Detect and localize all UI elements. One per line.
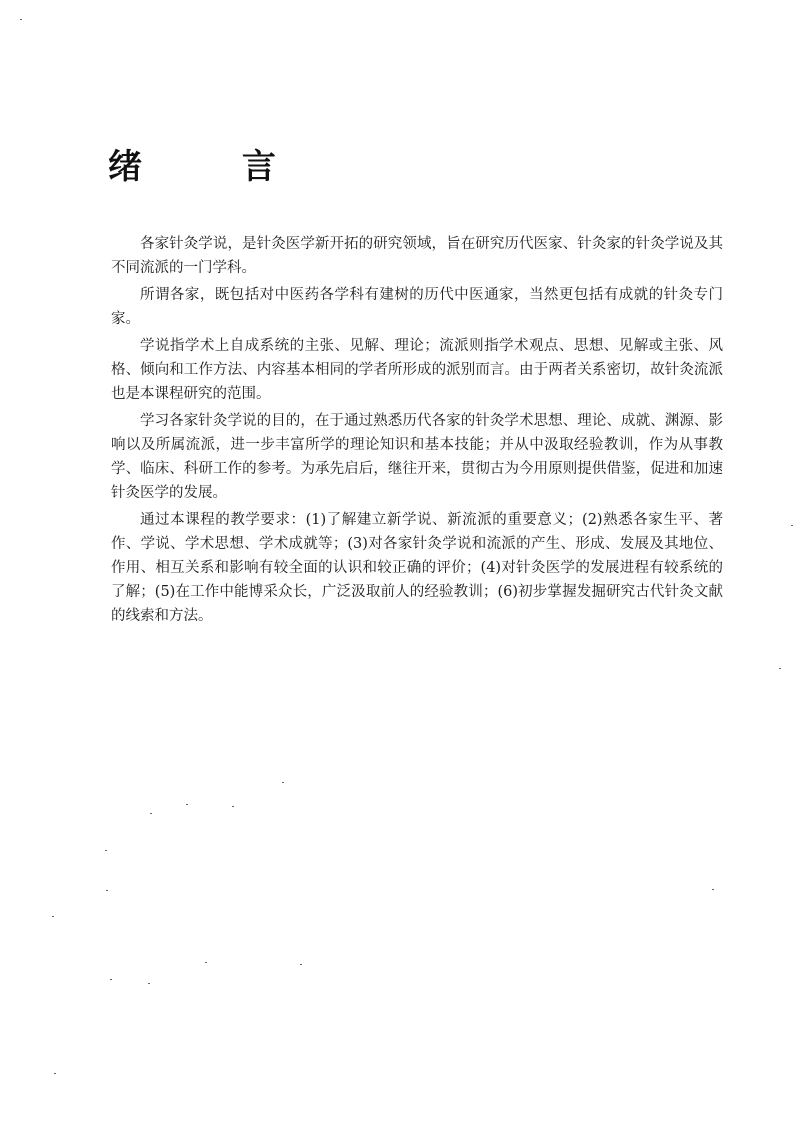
- scan-speck: [232, 806, 234, 807]
- scan-speck: [791, 525, 793, 526]
- scan-speck: [110, 979, 112, 980]
- scan-speck: [186, 804, 188, 805]
- scan-speck: [205, 962, 207, 963]
- scan-speck: [106, 890, 108, 891]
- scan-speck: [150, 813, 152, 814]
- paragraph: 通过本课程的教学要求：(1)了解建立新学说、新流派的重要意义；(2)熟悉各家生平、著作、学说、学术思想、学术成就等；(3)对各家针灸学说和流派的产生、形成、发展及其地位、作用、相互关系和影响有较全面的认识和较正确的评价；(4)对针灸医学的发展进程有较系统的了解；(5)在工作中能博采众长，广泛汲取前人的经验教训；(6)初步掌握发掘研究古代针灸文献的线索和方法。: [111, 512, 723, 624]
- paragraph: 所谓各家，既包括对中医药各学科有建树的历代中医通家，当然更包括有成就的针灸专门家。: [111, 287, 723, 327]
- scan-speck: [52, 916, 54, 917]
- scan-speck: [54, 1073, 56, 1074]
- scan-speck: [148, 983, 150, 984]
- page-title: 绪 言: [108, 147, 320, 187]
- paragraph: 学习各家针灸学说的目的，在于通过熟悉历代各家的针灸学术思想、理论、成就、渊源、影响以及所属流派，进一步丰富所学的理论知识和基本技能；并从中汲取经验教训，作为从事教学、临床、科研工作的参考。为承先启后，继往开来，贯彻古为今用原则提供借鉴，促进和加速针灸医学的发展。: [111, 413, 723, 501]
- scan-speck: [20, 19, 22, 20]
- scan-speck: [300, 964, 302, 965]
- scan-speck: [105, 850, 107, 851]
- scan-speck: [282, 782, 284, 783]
- paragraph: 学说指学术上自成系统的主张、见解、理论；流派则指学术观点、思想、见解或主张、风格、倾向和工作方法、内容基本相同的学者所形成的派别而言。由于两者关系密切，故针灸流派也是本课程研究的范围。: [111, 338, 723, 402]
- scan-speck: [712, 889, 714, 890]
- paragraph: 各家针灸学说，是针灸医学新开拓的研究领域，旨在研究历代医家、针灸家的针灸学说及其不同流派的一门学科。: [111, 236, 723, 276]
- body-text: [111, 232, 723, 631]
- scan-speck: [779, 668, 781, 669]
